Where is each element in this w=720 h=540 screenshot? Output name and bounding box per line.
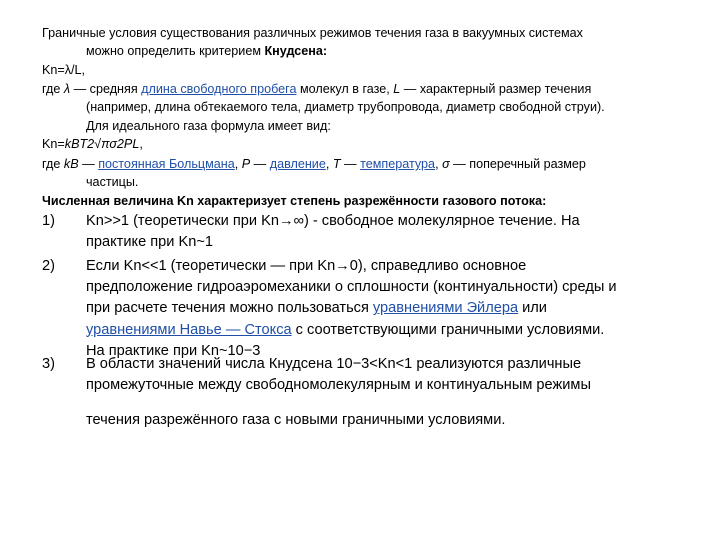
definition-line-2: (например, длина обтекаемого тела, диаметр трубопровода, диаметр свободной струи).: [86, 100, 605, 115]
definition-line-1: [42, 82, 591, 96]
item1-line-1: Kn>>1 (теоретически при Kn→∞) - свободное молекулярное течение. На: [86, 213, 580, 229]
sym-text-a: где: [42, 157, 64, 171]
link-navier-stokes-equations[interactable]: уравнениями Навье — Стокса: [86, 321, 292, 338]
sym-text-c: ,: [234, 157, 242, 171]
symbols-paragraph: [42, 155, 682, 192]
def-text-b: — средняя: [70, 82, 142, 96]
intro-line-2: [42, 42, 682, 60]
symbol-T: T: [332, 157, 341, 171]
definition-line-3: Для идеального газа формула имеет вид:: [86, 118, 331, 133]
knudsen-name: Кнудсена:: [264, 44, 328, 59]
sym-text-f: —: [340, 157, 361, 171]
list-number-2: 2): [42, 258, 55, 274]
item2-line-3-tail: или: [518, 300, 547, 317]
item2-line-4: [86, 320, 686, 341]
symbol-lambda: λ: [63, 82, 71, 96]
intro-paragraph: [42, 24, 682, 61]
intro-line-2-text: можно определить критерием: [86, 44, 265, 59]
kn-characterizes-heading: Численная величина Kn характеризует степень разрежённости газового потока:: [42, 194, 547, 208]
link-pressure[interactable]: давление: [269, 157, 326, 171]
link-temperature[interactable]: температура: [360, 157, 436, 171]
symbols-line-1: [42, 157, 586, 171]
list-item-1: [86, 211, 686, 253]
symbol-sigma: σ: [442, 157, 450, 171]
link-euler-equations[interactable]: уравнениями Эйлера: [372, 300, 519, 317]
formula2-prefix: Kn=: [42, 137, 65, 151]
item3-line-1: В области значений числа Кнудсена 10−3<Kn<1 реализуются различные: [86, 356, 582, 372]
sym-text-b: —: [78, 157, 99, 171]
item3-line-3: течения разрежённого газа с новыми граничными условиями.: [86, 412, 506, 429]
symbols-line-2: частицы.: [86, 175, 139, 190]
item2-line-4-tail: с соответствующими граничными условиями.: [291, 321, 605, 338]
item2-line-5: На практике при Kn~10−3: [86, 342, 261, 359]
formula-kn-basic: Kn=λ/L,: [42, 63, 86, 77]
list-item-3: [86, 354, 686, 432]
link-mean-free-path[interactable]: длина свободного пробега: [141, 82, 297, 96]
def-text-a: где: [42, 82, 64, 96]
symbol-L: L: [393, 82, 401, 96]
link-boltzmann-constant[interactable]: постоянная Больцмана: [98, 157, 235, 171]
list-number-3: 3): [42, 356, 55, 372]
sym-text-g: ,: [435, 157, 443, 171]
def-text-c: молекул в газе,: [296, 82, 394, 96]
item2-line-3-text: при расчете течения можно пользоваться: [86, 300, 373, 317]
symbol-kB: kB: [63, 157, 79, 171]
item1-line-2: практике при Kn~1: [86, 234, 213, 251]
sym-text-e: ,: [325, 157, 333, 171]
item2-line-3: [86, 298, 686, 319]
sym-text-h: — поперечный размер: [449, 157, 586, 171]
item2-line-1: Если Kn<<1 (теоретически — при Kn→0), справедливо основное: [86, 258, 527, 274]
list-number-1: 1): [42, 213, 55, 229]
formula2-comma: ,: [139, 137, 143, 151]
item2-line-2: предположение гидроаэромеханики о сплошности (континуальности) среды и: [86, 279, 617, 296]
definition-paragraph: [42, 80, 682, 135]
def-text-d: — характерный размер течения: [400, 82, 592, 96]
symbol-P: P: [241, 157, 251, 171]
formula-kn-ideal-gas: [42, 135, 682, 153]
item3-line-2: промежуточные между свободномолекулярным и континуальным режимы: [86, 377, 591, 394]
list-item-2: [86, 256, 686, 362]
formula2-expression: kBT2√πσ2PL: [64, 137, 140, 151]
sym-text-d: —: [250, 157, 270, 171]
intro-line-1: Граничные условия существования различных режимов течения газа в вакуумных системах: [42, 26, 583, 40]
